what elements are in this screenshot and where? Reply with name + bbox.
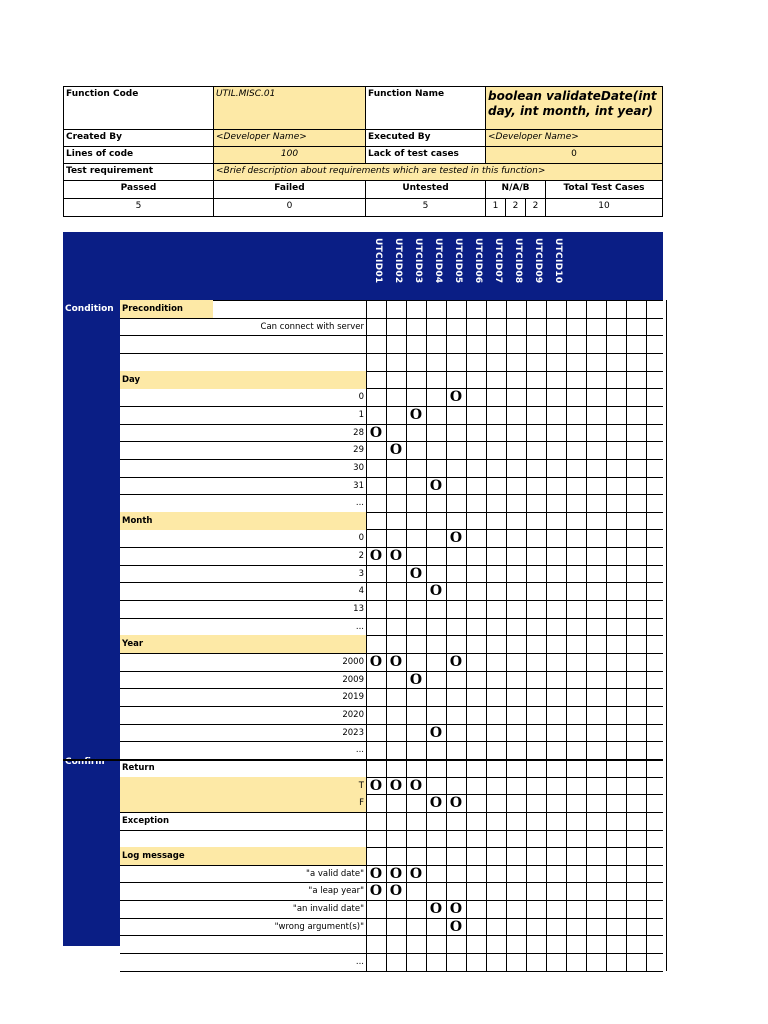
test-case-mark[interactable]: O: [429, 795, 443, 811]
row-label: Log message: [120, 847, 366, 865]
test-case-id: UTCID09: [533, 238, 543, 284]
test-case-id: UTCID01: [373, 238, 383, 284]
normal-count-value: 1: [485, 198, 506, 217]
test-case-mark[interactable]: O: [449, 901, 463, 917]
test-case-mark[interactable]: O: [429, 478, 443, 494]
grid-col-line: [526, 300, 527, 971]
row-label: "wrong argument(s)": [274, 922, 364, 932]
test-case-mark[interactable]: O: [429, 901, 443, 917]
failed-value: 0: [213, 198, 366, 217]
row-label: 2009: [342, 675, 364, 685]
grid-col-line: [546, 300, 547, 971]
test-case-id: UTCID07: [493, 238, 503, 284]
row-label: Month: [120, 512, 366, 530]
lines-of-code-label: Lines of code: [63, 146, 214, 164]
test-matrix: [63, 232, 663, 967]
passed-label: Passed: [63, 180, 214, 199]
untested-value: 5: [365, 198, 486, 217]
lack-of-test-cases-value: 0: [485, 146, 663, 164]
row-label: ...: [355, 957, 364, 967]
test-case-header: [486, 238, 506, 298]
row-label: "an invalid date": [292, 904, 364, 914]
row-label: 2000: [342, 657, 364, 667]
executed-by-label: Executed By: [365, 129, 486, 147]
row-label: 2019: [342, 692, 364, 702]
test-case-header: [406, 238, 426, 298]
matrix-left-band: [63, 232, 120, 946]
row-label: 2020: [342, 710, 364, 720]
row-label: 2: [358, 551, 364, 561]
row-label: 13: [353, 604, 364, 614]
test-case-mark[interactable]: O: [389, 442, 403, 458]
untested-label: Untested: [365, 180, 486, 199]
test-case-id: UTCID04: [433, 238, 443, 284]
total-test-cases-value: 10: [545, 198, 663, 217]
row-label: [120, 830, 366, 848]
row-label: 28: [353, 428, 364, 438]
row-label: 3: [358, 569, 364, 579]
row-label: 31: [353, 481, 364, 491]
row-label: T: [120, 777, 366, 795]
test-requirement-label: Test requirement: [63, 163, 214, 181]
test-case-mark[interactable]: O: [369, 425, 383, 441]
test-case-header: [466, 238, 486, 298]
row-label: 29: [353, 445, 364, 455]
row-label: Can connect with server: [260, 322, 364, 332]
test-case-mark[interactable]: O: [429, 583, 443, 599]
test-case-mark[interactable]: O: [409, 778, 423, 794]
row-label: Year: [120, 635, 366, 653]
row-label: ...: [355, 498, 364, 508]
test-case-mark[interactable]: O: [449, 389, 463, 405]
lack-of-test-cases-label: Lack of test cases: [365, 146, 486, 164]
test-case-header: [546, 238, 566, 298]
function-name-value[interactable]: boolean validateDate(int day, int month, int year): [485, 86, 663, 130]
test-case-header: [426, 238, 446, 298]
boundary-count-value: 2: [525, 198, 546, 217]
test-case-mark[interactable]: O: [389, 866, 403, 882]
test-case-header: [526, 238, 546, 298]
row-label: [120, 335, 366, 353]
test-case-mark[interactable]: O: [369, 883, 383, 899]
row-label: Exception: [122, 816, 170, 826]
created-by-label: Created By: [63, 129, 214, 147]
row-label: ...: [355, 622, 364, 632]
matrix-header-band: [63, 232, 663, 300]
grid-col-line: [586, 300, 587, 971]
row-label: 4: [358, 586, 364, 596]
test-case-header: [506, 238, 526, 298]
test-case-id: UTCID10: [553, 238, 563, 284]
executed-by-value[interactable]: <Developer Name>: [485, 129, 663, 147]
test-case-id: UTCID02: [393, 238, 403, 284]
created-by-value[interactable]: <Developer Name>: [213, 129, 366, 147]
test-case-mark[interactable]: O: [449, 795, 463, 811]
function-code-value[interactable]: UTIL.MISC.01: [213, 86, 366, 130]
test-case-mark[interactable]: O: [409, 672, 423, 688]
condition-label: Condition: [65, 304, 114, 314]
row-label: "a valid date": [306, 869, 364, 879]
abnormal-count-value: 2: [505, 198, 526, 217]
row-label: 30: [353, 463, 364, 473]
row-label: 0: [358, 533, 364, 543]
function-code-label: Function Code: [63, 86, 214, 130]
test-case-id: UTCID06: [473, 238, 483, 284]
row-label: Return: [122, 763, 155, 773]
row-label: Precondition: [120, 300, 213, 318]
test-case-mark[interactable]: O: [429, 725, 443, 741]
row-label: "a leap year": [308, 886, 364, 896]
test-case-mark[interactable]: O: [369, 866, 383, 882]
test-requirement-value[interactable]: <Brief description about requirements which are tested in this function>: [213, 163, 663, 181]
test-case-mark[interactable]: O: [389, 778, 403, 794]
row-label: 2023: [342, 728, 364, 738]
test-case-header: [366, 238, 386, 298]
nab-label: N/A/B: [485, 180, 546, 199]
grid-row-line: [120, 971, 663, 972]
row-label: 1: [358, 410, 364, 420]
test-case-id: UTCID05: [453, 238, 463, 284]
test-case-header: [386, 238, 406, 298]
grid-col-line: [566, 300, 567, 971]
test-case-mark[interactable]: O: [449, 654, 463, 670]
total-test-cases-label: Total Test Cases: [545, 180, 663, 199]
row-label: F: [120, 794, 366, 812]
test-case-mark[interactable]: O: [389, 654, 403, 670]
test-case-mark[interactable]: O: [409, 566, 423, 582]
test-case-mark[interactable]: O: [389, 883, 403, 899]
row-label: [120, 935, 366, 953]
failed-label: Failed: [213, 180, 366, 199]
test-case-mark[interactable]: O: [449, 530, 463, 546]
test-case-id: UTCID08: [513, 238, 523, 284]
test-case-id: UTCID03: [413, 238, 423, 284]
grid-col-line: [506, 300, 507, 971]
test-case-mark[interactable]: O: [409, 866, 423, 882]
test-case-header: [446, 238, 466, 298]
row-label: Day: [120, 371, 366, 389]
grid-col-line: [646, 300, 647, 971]
test-case-mark[interactable]: O: [449, 919, 463, 935]
grid-col-line: [606, 300, 607, 971]
test-case-mark[interactable]: O: [409, 407, 423, 423]
test-case-mark[interactable]: O: [389, 548, 403, 564]
row-label: ...: [355, 745, 364, 755]
lines-of-code-value[interactable]: 100: [213, 146, 366, 164]
grid-col-line: [486, 300, 487, 971]
test-case-mark[interactable]: O: [369, 654, 383, 670]
test-case-mark[interactable]: O: [369, 548, 383, 564]
grid-col-line: [426, 300, 427, 971]
function-header: [63, 86, 663, 218]
grid-col-line: [466, 300, 467, 971]
row-label: [120, 353, 366, 371]
grid-col-line: [626, 300, 627, 971]
function-name-label: Function Name: [365, 86, 486, 130]
confirm-label: Confirm: [65, 757, 105, 767]
passed-value: 5: [63, 198, 214, 217]
test-case-mark[interactable]: O: [369, 778, 383, 794]
grid-col-line: [666, 300, 667, 971]
row-label: 0: [358, 392, 364, 402]
